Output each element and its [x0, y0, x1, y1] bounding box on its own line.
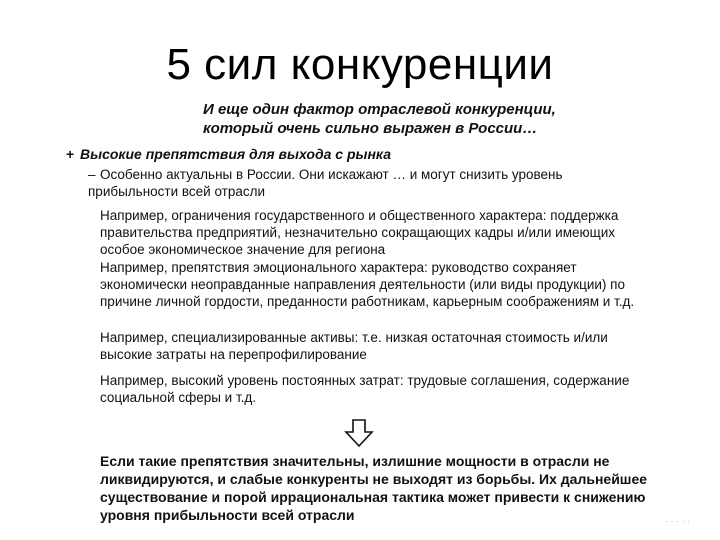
corner-mark: · · · · · — [665, 516, 690, 526]
dash-icon: – — [88, 167, 96, 182]
sub-bullet — [88, 166, 648, 200]
example-paragraph: Например, специализированные активы: т.е. низкая остаточная стоимость и/или высокие затраты на перепрофилирование — [100, 330, 608, 362]
example-paragraph: Например, ограничения государственного и общественного характера: поддержка правительства предприятий, незначительно сокращающих кадры и/или имеющих особое экономическое значение для региона — [100, 208, 619, 257]
slide-title: 5 сил конкуренции — [166, 40, 554, 89]
bullet-icon: + — [66, 146, 75, 162]
sub-bullet-text: Особенно актуальны в России. Они искажают … и могут снизить уровень прибыльности всей отрасли — [88, 167, 563, 199]
slide-subtitle: И еще один фактор отраслевой конкуренции, который очень сильно выражен в России… — [203, 101, 556, 137]
down-arrow-icon — [344, 418, 374, 448]
conclusion-text: Если такие препятствия значительны, излишние мощности в отрасли не ликвидируются, и слабые конкуренты не выходят из борьбы. Их дальнейшее существование и порой иррациональная тактика может привести к снижению уровня прибыльности всей отрасли — [100, 453, 648, 523]
example-paragraph: Например, препятствия эмоционального характера: руководство сохраняет экономически неоправданные направления деятельности (или виды продукции) по причине личной гордости, преданности работникам, карьерным соображениям и т.д. — [100, 260, 635, 309]
main-bullet — [66, 146, 391, 162]
main-bullet-text: Высокие препятствия для выхода с рынка — [80, 146, 391, 162]
example-paragraph: Например, высокий уровень постоянных затрат: трудовые соглашения, содержание социальной сферы и т.д. — [100, 373, 630, 405]
